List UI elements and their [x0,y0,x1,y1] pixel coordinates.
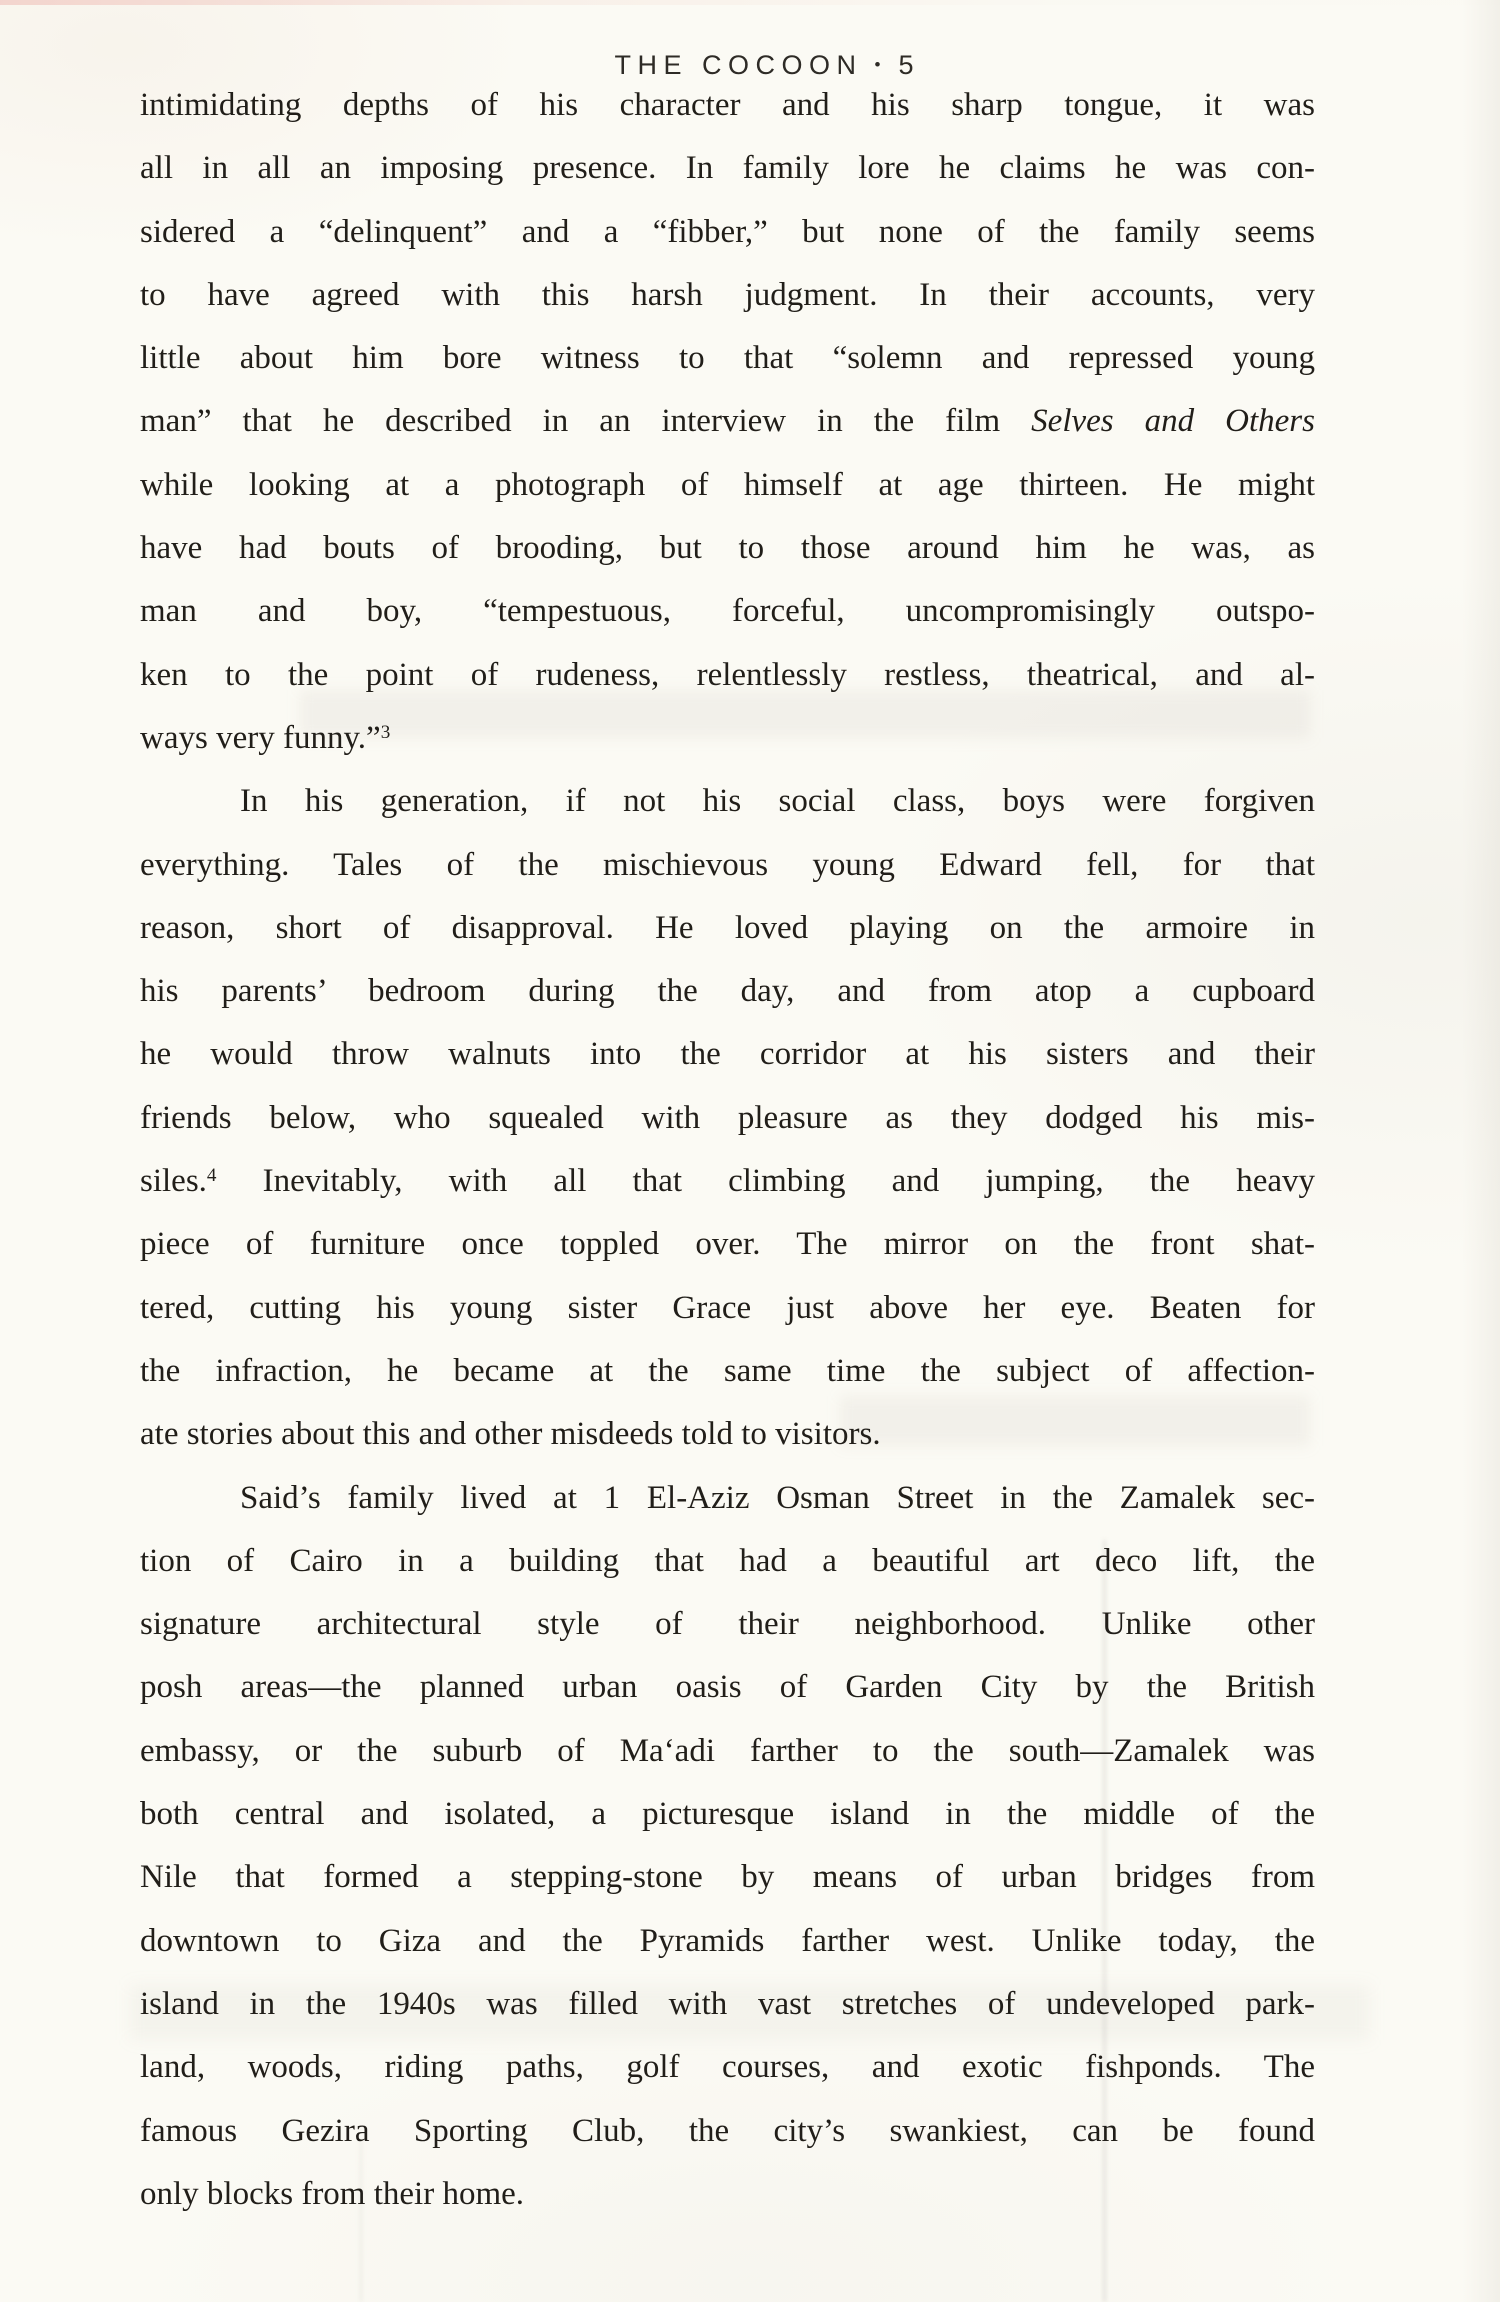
text-segment: tered, cutting his young sister Grace just above her eye. Beaten for [140,1289,1315,1326]
text-line [140,1720,1315,1783]
italic-title: Selves and Others [1031,403,1315,440]
text-segment: man” that he described in an interview in the film [140,403,1032,440]
text-line [140,1213,1315,1276]
text-segment: downtown to Giza and the Pyramids farther west. Unlike today, the [140,1922,1315,1959]
text-segment: little about him bore witness to that “solemn and repressed young [140,340,1315,377]
text-segment: to have agreed with this harsh judgment. In their accounts, very [140,276,1315,313]
text-segment: both central and isolated, a picturesque island in the middle of the [140,1796,1315,1833]
text-segment: piece of furniture once toppled over. The mirror on the front shat- [140,1226,1315,1263]
text-block [140,74,1315,2226]
text-line [140,137,1315,200]
paragraph [140,74,1315,770]
text-line [140,2100,1315,2163]
footnote-reference: 3 [380,722,391,744]
text-line [140,454,1315,517]
text-line [140,1023,1315,1086]
text-line [140,644,1315,707]
text-line [140,327,1315,390]
text-line [140,1593,1315,1656]
text-segment: man and boy, “tempestuous, forceful, uncompromisingly outspo- [140,593,1315,630]
text-segment: intimidating depths of his character and his sharp tongue, it was [140,87,1315,123]
text-segment: embassy, or the suburb of Ma‘adi farther to the south—Zamalek was [140,1732,1315,1769]
text-line [140,707,1315,770]
paragraph [140,770,1315,1466]
scan-artifact-right-edge [1462,0,1500,2302]
text-line [140,74,1315,137]
text-segment: ways very funny.” [140,719,381,756]
running-header-chapter-title: THE COCOON [614,50,863,80]
text-line [140,1340,1315,1403]
text-line [140,580,1315,643]
text-line [140,1783,1315,1846]
text-line [140,2036,1315,2099]
text-line [140,960,1315,1023]
text-segment: In his generation, if not his social class, boys were forgiven [240,783,1315,820]
text-line [140,201,1315,264]
text-line [140,770,1315,833]
text-segment: Nile that formed a stepping-stone by means of urban bridges from [140,1859,1315,1896]
text-line [140,1277,1315,1340]
text-segment: tion of Cairo in a building that had a beautiful art deco lift, the [140,1542,1315,1579]
text-segment: ate stories about this and other misdeeds told to visitors. [140,1416,881,1453]
text-segment: friends below, who squealed with pleasure as they dodged his mis- [140,1099,1315,1136]
text-line [140,1656,1315,1719]
text-line [140,264,1315,327]
text-segment: have had bouts of brooding, but to those around him he was, as [140,530,1315,567]
text-segment: posh areas—the planned urban oasis of Garden City by the British [140,1669,1315,1706]
text-segment: Inevitably, with all that climbing and jumping, the heavy [216,1163,1315,1200]
text-line [140,2163,1315,2226]
text-segment: island in the 1940s was filled with vast stretches of undeveloped park- [140,1985,1315,2022]
text-line [140,834,1315,897]
text-segment: all in all an imposing presence. In family lore he claims he was con- [140,150,1315,187]
text-line [140,1910,1315,1973]
text-segment: ken to the point of rudeness, relentlessly restless, theatrical, and al- [140,656,1315,693]
running-header-separator: • [874,55,881,74]
footnote-reference: 4 [206,1165,217,1187]
text-line [140,1973,1315,2036]
text-segment: Said’s family lived at 1 El-Aziz Osman Street in the Zamalek sec- [240,1479,1315,1516]
page-number: 5 [898,50,920,80]
text-segment: while looking at a photograph of himself at age thirteen. He might [140,466,1315,503]
text-segment: he would throw walnuts into the corridor at his sisters and their [140,1036,1315,1073]
text-line [140,1846,1315,1909]
paragraph [140,1467,1315,2227]
text-segment: everything. Tales of the mischievous young Edward fell, for that [140,846,1315,883]
text-line [140,1530,1315,1593]
text-line [140,1087,1315,1150]
text-line [140,1467,1315,1530]
scan-artifact-top-edge [0,0,1500,5]
text-segment: siles. [140,1163,207,1200]
text-segment: signature architectural style of their neighborhood. Unlike other [140,1606,1315,1643]
text-line [140,1403,1315,1466]
text-segment: reason, short of disapproval. He loved playing on the armoire in [140,909,1315,946]
text-segment: the infraction, he became at the same time the subject of affection- [140,1352,1315,1389]
text-segment: only blocks from their home. [140,2175,525,2212]
text-line [140,390,1315,453]
text-segment: land, woods, riding paths, golf courses, and exotic fishponds. The [140,2049,1315,2086]
text-line [140,517,1315,580]
text-segment: famous Gezira Sporting Club, the city’s swankiest, can be found [140,2112,1315,2149]
text-segment: his parents’ bedroom during the day, and from atop a cupboard [140,973,1315,1010]
text-segment: sidered a “delinquent” and a “fibber,” but none of the family seems [140,213,1315,250]
text-line [140,897,1315,960]
text-line [140,1150,1315,1213]
